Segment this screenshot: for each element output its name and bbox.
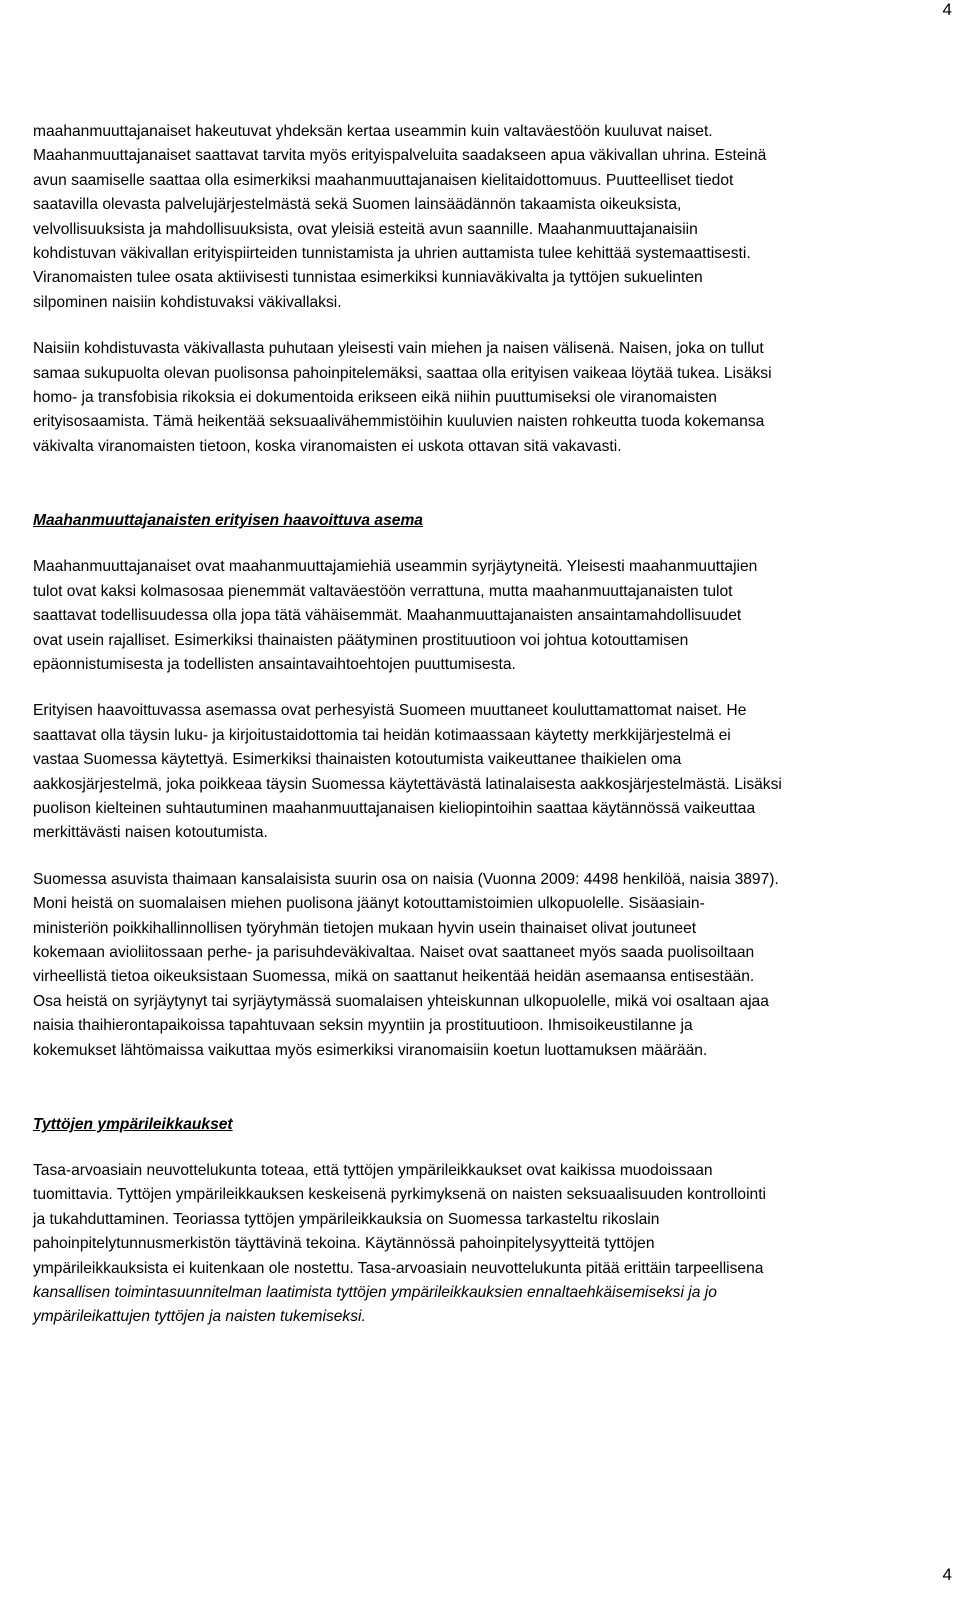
text-line: Maahanmuuttajanaiset ovat maahanmuuttajamiehiä useammin syrjäytyneitä. Yleisesti maahanmuuttajien bbox=[33, 558, 758, 576]
text-line: epäonnistumisesta ja todellisten ansaintavaihtoehtojen puuttumisesta. bbox=[33, 655, 516, 673]
document-body bbox=[33, 120, 943, 1330]
text-line: silpominen naisiin kohdistuvaksi väkivallaksi. bbox=[33, 293, 342, 311]
page-number-bottom: 4 bbox=[942, 1565, 952, 1584]
text-line: homo- ja transfobisia rikoksia ei dokumentoida erikseen eikä niihin puuttumiseksi ole viranomaisten bbox=[33, 389, 717, 407]
paragraph-3 bbox=[33, 555, 943, 677]
text-line: Tasa-arvoasiain neuvottelukunta toteaa, että tyttöjen ympärileikkaukset ovat kaikissa muodoissaan bbox=[33, 1162, 713, 1179]
text-line: merkittävästi naisen kotoutumista. bbox=[33, 824, 268, 842]
text-line: kohdistuvan väkivallan erityispiirteiden tunnistamista ja uhrien auttamista tulee kehittää systemaattisesti. bbox=[33, 245, 751, 263]
text-line: ministeriön poikkihallinnollisen työryhmän tietojen mukaan hyvin usein thainaiset olivat joutuneet bbox=[33, 919, 697, 937]
text-line: ja tukahduttaminen. Teoriassa tyttöjen ympärileikkauksia on Suomessa tarkasteltu rikoslain bbox=[33, 1210, 660, 1228]
text-line: tuomittavia. Tyttöjen ympärileikkauksen keskeisenä pyrkimyksenä on naisten seksuaalisuuden kontrollointi bbox=[33, 1186, 766, 1204]
text-line: velvollisuuksista ja mahdollisuuksista, ovat yleisiä esteitä avun saannille. Maahanmuuttajanaisiin bbox=[33, 220, 698, 238]
text-line: ovat usein rajalliset. Esimerkiksi thainaisten päätyminen prostituutioon voi johtua kotouttamisen bbox=[33, 631, 689, 649]
text-line: virheellistä tietoa oikeuksistaan Suomessa, mikä on saattanut heikentää heidän asemaansa entisestään. bbox=[33, 968, 755, 986]
text-line: saattavat todellisuudessa olla jopa tätä vähäisemmät. Maahanmuuttajanaisten ansaintamahdollisuudet bbox=[33, 607, 742, 625]
paragraph-1 bbox=[33, 120, 943, 315]
section-heading-vulnerable-position: Maahanmuuttajanaisten erityisen haavoittuva asema bbox=[33, 512, 423, 530]
paragraph-2 bbox=[33, 337, 943, 459]
text-line: Erityisen haavoittuvassa asemassa ovat perhesyistä Suomeen muuttaneet kouluttamattomat naiset. He bbox=[33, 702, 747, 720]
text-line: maahanmuuttajanaiset hakeutuvat yhdeksän kertaa useammin kuin valtaväestöön kuuluvat naiset. bbox=[33, 123, 713, 140]
text-line: Osa heistä on syrjäytynyt tai syrjäytymässä suomalaisen yhteiskunnan ulkopuolelle, mikä voi osaltaan ajaa bbox=[33, 992, 769, 1010]
text-line: erityisosaamista. Tämä heikentää seksuaalivähemmistöihin kuuluvien naisten rohkeutta tuoda kokemansa bbox=[33, 413, 765, 431]
text-line: kokemukset lähtömaissa vaikuttaa myös esimerkiksi viranomaisiin koetun luottamuksen määrään. bbox=[33, 1041, 708, 1059]
text-line: Moni heistä on suomalaisen miehen puolisona jäänyt kotouttamistoimien ulkopuolelle. Sisäasiain- bbox=[33, 895, 705, 913]
text-line: Naisiin kohdistuvasta väkivallasta puhutaan yleisesti vain miehen ja naisen välisenä. Naisen, joka on tullut bbox=[33, 340, 764, 358]
text-line: aakkosjärjestelmä, joka poikkeaa täysin Suomessa käytettävästä latinalaisesta aakkosjärjestelmästä. Lisäksi bbox=[33, 775, 782, 793]
text-line: tulot ovat kaksi kolmasosaa pienemmät valtaväestöön verrattuna, mutta maahanmuuttajanaisten tulot bbox=[33, 582, 733, 600]
text-line: puolison kielteinen suhtautuminen maahanmuuttajanaisen kieliopintoihin saattaa käytännössä vaikeuttaa bbox=[33, 799, 756, 817]
text-line: pahoinpitelytunnusmerkistön täyttävinä tekoina. Käytännössä pahoinpitelysyytteitä tyttöjen bbox=[33, 1235, 655, 1253]
text-line: vastaa Suomessa käytettyä. Esimerkiksi thainaisten kotoutumista vaikeuttanee thaikielen oma bbox=[33, 751, 682, 769]
text-line: naisia thaihierontapaikoissa tapahtuvaan seksin myyntiin ja prostituutioon. Ihmisoikeustilanne ja bbox=[33, 1017, 693, 1035]
text-line: saattavat olla täysin luku- ja kirjoitustaidottomia tai heidän kotimaassaan käytetty merkkijärjestelmä ei bbox=[33, 726, 731, 744]
text-line: Suomessa asuvista thaimaan kansalaisista suurin osa on naisia (Vuonna 2009: 4498 henkilöä, naisia 3897). bbox=[33, 870, 779, 888]
text-line: väkivalta viranomaisten tietoon, koska viranomaisten ei uskota ottavan sitä vakavasti. bbox=[33, 437, 622, 455]
paragraph-4 bbox=[33, 699, 943, 845]
paragraph-6 bbox=[33, 1159, 943, 1330]
text-line: kokemaan avioliitossaan perhe- ja parisuhdeväkivaltaa. Naiset ovat saattaneet myös saada puolisoiltaan bbox=[33, 943, 755, 961]
text-line: saatavilla olevasta palvelujärjestelmästä sekä Suomen lainsäädännön takaamista oikeuksista, bbox=[33, 196, 682, 214]
section-heading-fgm: Tyttöjen ympärileikkaukset bbox=[33, 1116, 233, 1133]
text-line: ympärileikkauksista ei kuitenkaan ole nostettu. Tasa-arvoasiain neuvottelukunta pitää erittäin tarpeellisena bbox=[33, 1259, 764, 1277]
page-number-top: 4 bbox=[942, 0, 952, 19]
text-line-italic: kansallisen toimintasuunnitelman laatimista tyttöjen ympärileikkauksien ennaltaehkäisemiseksi ja jo bbox=[33, 1284, 717, 1302]
text-line: samaa sukupuolta olevan puolisonsa pahoinpitelemäksi, saattaa olla erityisen vaikeaa löytää tukea. Lisäksi bbox=[33, 364, 772, 382]
text-line-italic: ympärileikattujen tyttöjen ja naisten tukemiseksi. bbox=[33, 1308, 366, 1326]
text-line: Maahanmuuttajanaiset saattavat tarvita myös erityispalveluita saadakseen apua väkivallan uhrina. Esteinä bbox=[33, 147, 767, 165]
text-line: avun saamiselle saattaa olla esimerkiksi maahanmuuttajanaisen kielitaidottomuus. Puutteelliset tiedot bbox=[33, 171, 734, 189]
paragraph-5 bbox=[33, 868, 943, 1063]
text-line: Viranomaisten tulee osata aktiivisesti tunnistaa esimerkiksi kunniaväkivalta ja tyttöjen sukuelinten bbox=[33, 269, 703, 287]
